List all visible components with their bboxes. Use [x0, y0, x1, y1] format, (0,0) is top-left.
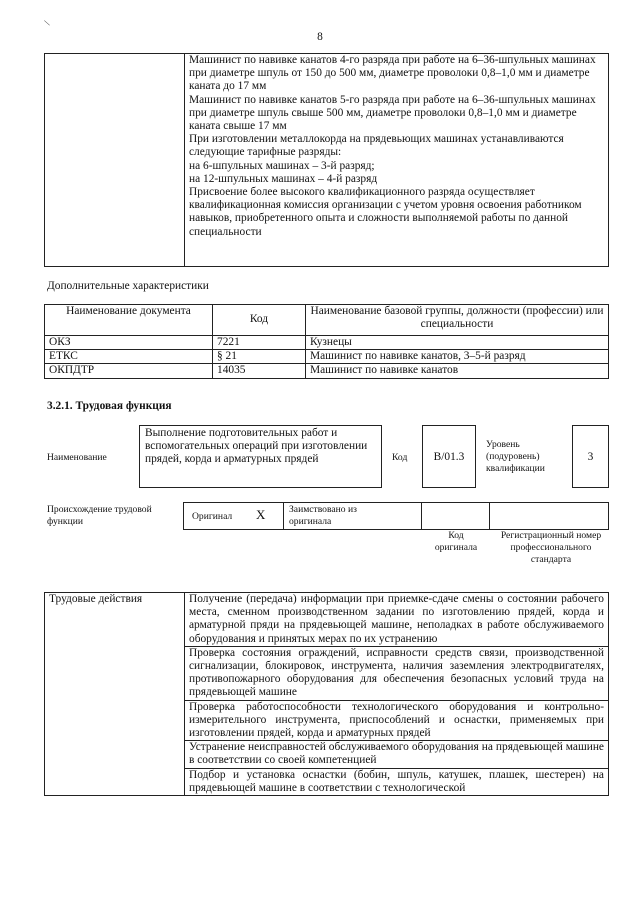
header-group: Наименование базовой группы, должности (профессии) или специальности — [306, 305, 609, 336]
row-name: Машинист по навивке канатов, 3–5-й разряд — [306, 350, 609, 364]
level-box — [572, 425, 609, 488]
empty-left-cell — [45, 54, 185, 267]
additional-heading: Дополнительные характеристики — [47, 280, 209, 292]
code-label: Код — [392, 452, 408, 463]
action-item: Получение (передача) информации при приемке-сдаче смены о состоянии рабочего места, сменном производственном задании по изготовлению прядей, корда и арматурной пряди на прядевьющей машине, неполадках в работе обслуживаемого оборудования и принятых мерах по их устранению — [185, 593, 609, 647]
row-code: 14035 — [213, 364, 306, 378]
row-doc: ЕТКС — [45, 350, 213, 364]
origin-divider — [489, 502, 490, 530]
original-mark: X — [256, 507, 266, 522]
row-doc: ОКПДТР — [45, 364, 213, 378]
function-name-box — [139, 425, 382, 488]
level-value: 3 — [587, 451, 594, 463]
original-label: Оригинал — [192, 511, 233, 522]
code-original-label: Код оригинала — [434, 530, 478, 553]
action-item: Подбор и установка оснастки (бобин, шпуль, катушек, плашек, шестерен) на прядевьющей машине в соответствии с технологической — [185, 768, 609, 795]
function-name-value: Выполнение подготовительных работ и вспомогательных операций при изготовлении прядей, корда и арматурных прядей — [145, 427, 368, 466]
actions-label: Трудовые действия — [45, 593, 185, 796]
row-name: Кузнецы — [306, 336, 609, 350]
origin-divider — [283, 502, 284, 530]
header-code: Код — [213, 305, 306, 336]
borrowed-label: Заимствовано из оригинала — [289, 504, 357, 527]
code-box — [422, 425, 476, 488]
action-item: Проверка работоспособности технологического оборудования и контрольно-измерительного инструмента, приспособлений и оснастки, применяемых при изготовлении прядей, корда и арматурных прядей — [185, 700, 609, 741]
row-code: § 21 — [213, 350, 306, 364]
reg-number-label: Регистрационный номер профессионального стандарта — [500, 530, 602, 565]
row-name: Машинист по навивке канатов — [306, 364, 609, 378]
code-value: B/01.3 — [433, 451, 465, 463]
row-doc: ОКЗ — [45, 336, 213, 350]
page-number: 8 — [317, 31, 323, 43]
additional-table — [44, 304, 609, 379]
qualification-paragraph: Присвоение более высокого квалификационного разряда осуществляет квалификационная комиссия организации с учетом уровня освоения работником навыков, приобретенного опыта и сложности выполняемой работы по данной специальности — [189, 186, 582, 238]
header-document: Наименование документа — [45, 305, 213, 336]
qualification-text-cell — [185, 54, 609, 267]
qualification-paragraph: При изготовлении металлокорда на прядевьющих машинах устанавливаются следующие тарифные разряды: — [189, 133, 564, 159]
origin-divider — [421, 502, 422, 530]
row-code: 7221 — [213, 336, 306, 350]
level-label: Уровень (подуровень) квалификации — [486, 439, 545, 474]
qualification-table-continued — [44, 53, 609, 267]
name-label: Наименование — [47, 452, 107, 463]
corner-mark: \ — [43, 18, 52, 29]
actions-table — [44, 592, 609, 796]
qualification-paragraph: на 6-шпульных машинах – 3-й разряд; — [189, 159, 375, 172]
qualification-paragraph: на 12-шпульных машинах – 4-й разряд — [189, 172, 378, 185]
function-heading: 3.2.1. Трудовая функция — [47, 400, 172, 412]
qualification-paragraph: Машинист по навивке канатов 4-го разряда при работе на 6–36-шпульных машинах при диаметре шпуль от 150 до 500 мм, диаметре проволоки 0,8–1,0 мм и диаметре каната до 17 мм — [189, 54, 596, 93]
action-item: Устранение неисправностей обслуживаемого оборудования на прядевьющей машине в соответствии со своей компетенцией — [185, 741, 609, 768]
origin-label: Происхождение трудовой функции — [47, 504, 152, 527]
qualification-paragraph: Машинист по навивке канатов 5-го разряда при работе на 6–36-шпульных машинах при диаметре шпуль свыше 500 мм, диаметре проволоки 0,8–1,0 мм и диаметре каната свыше 17 мм — [189, 93, 596, 133]
action-item: Проверка состояния ограждений, исправности средств связи, производственной сигнализации, блокировок, инструмента, наличия заземления электродвигателях, противопожарного оборудования для обеспечения безопасных условий труда на прядевьющей машине — [185, 646, 609, 700]
